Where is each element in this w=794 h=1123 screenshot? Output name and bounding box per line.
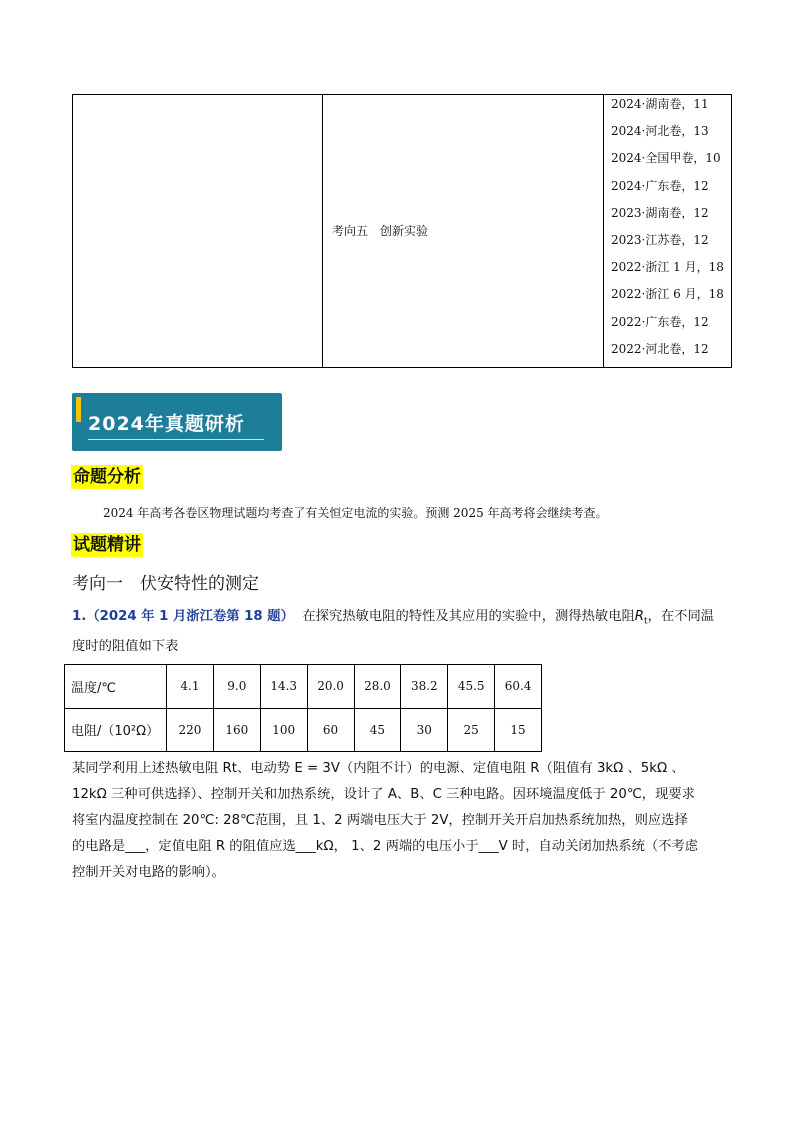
- question-body-line: 的电路是___，定值电阻 R 的阻值应选___kΩ， 1、2 两端的电压小于___V 时，自动关闭加热系统（不考虑: [72, 839, 699, 854]
- exam-item: 2023·湖南卷，12: [611, 205, 709, 220]
- exam-item: 2024·广东卷，12: [611, 178, 709, 193]
- analysis-label: 命题分析: [73, 467, 141, 487]
- temperature-cell: 4.1: [167, 665, 214, 709]
- direction-label: 考向五 创新实验: [323, 95, 604, 368]
- exam-reference-table: [72, 94, 732, 368]
- question-body-line: 控制开关对电路的影响）。: [72, 865, 225, 880]
- temperature-header: 温度/℃: [65, 665, 167, 709]
- exam-item: 2022·广东卷，12: [611, 314, 709, 329]
- question-source: （2024 年 1 月浙江卷第 18 题）: [86, 609, 294, 624]
- exam-list: [604, 95, 731, 367]
- resistance-cell: 15: [495, 708, 542, 752]
- question-body-line: 12kΩ 三种可供选择）、控制开关和加热系统，设计了 A、B、C 三种电路。因环境温度低于 20℃，现要求: [72, 787, 695, 802]
- section-banner: [72, 393, 282, 451]
- exam-list-cell: [604, 95, 732, 368]
- temperature-cell: 45.5: [448, 665, 495, 709]
- analysis-text: 2024 年高考各卷区物理试题均考查了有关恒定电流的实验。预测 2025 年高考将会继续考查。: [103, 506, 608, 520]
- banner-accent-bar: [76, 397, 81, 422]
- question-text-1b: ，在不同温: [647, 609, 715, 624]
- resistance-cell: 220: [167, 708, 214, 752]
- question-line-2: 度时的阻值如下表: [72, 639, 179, 654]
- resistor-symbol: R: [634, 609, 645, 624]
- direction-heading: 考向一 伏安特性的测定: [72, 574, 259, 594]
- thermistor-data-table: [64, 664, 542, 752]
- resistance-cell: 100: [260, 708, 307, 752]
- question-text-1a: 在探究热敏电阻的特性及其应用的实验中，测得热敏电阻: [302, 609, 635, 624]
- resistance-cell: 25: [448, 708, 495, 752]
- temperature-cell: 38.2: [401, 665, 448, 709]
- banner-underline: [88, 439, 264, 440]
- exam-item: 2024·河北卷，13: [611, 124, 709, 139]
- resistance-cell: 60: [307, 708, 354, 752]
- banner-title: 2024年真题研析: [88, 413, 245, 435]
- exam-item: 2024·全国甲卷，10: [611, 151, 721, 166]
- resistance-row: [65, 708, 542, 752]
- resistance-cell: 160: [213, 708, 260, 752]
- exam-item: 2023·江苏卷，12: [611, 232, 709, 247]
- resistance-cell: 30: [401, 708, 448, 752]
- temperature-cell: 20.0: [307, 665, 354, 709]
- question-body: [72, 756, 742, 886]
- question-body-line: 某同学利用上述热敏电阻 Rt、电动势 E = 3V（内阻不计）的电源、定值电阻 R（阻值有 3kΩ 、5kΩ 、: [72, 761, 685, 776]
- exam-item: 2022·河北卷，12: [611, 341, 709, 356]
- exam-item: 2022·浙江 6 月，18: [611, 287, 724, 302]
- resistance-cell: 45: [354, 708, 401, 752]
- temperature-cell: 14.3: [260, 665, 307, 709]
- resistance-header: 电阻/（10²Ω）: [65, 708, 167, 752]
- temperature-cell: 60.4: [495, 665, 542, 709]
- lecture-label: 试题精讲: [73, 535, 141, 555]
- temperature-row: [65, 665, 542, 709]
- exam-item: 2022·浙江 1 月，18: [611, 260, 724, 275]
- exam-item: 2024·湖南卷，11: [611, 97, 709, 111]
- temperature-cell: 9.0: [213, 665, 260, 709]
- question-body-line: 将室内温度控制在 20℃: 28℃范围，且 1、2 两端电压大于 2V，控制开关开启加热系统加热，则应选择: [72, 813, 688, 828]
- question-number: 1.: [72, 609, 87, 624]
- empty-cell: [73, 95, 323, 368]
- resistor-subscript: t: [644, 616, 648, 627]
- question-line-1: [72, 604, 732, 635]
- temperature-cell: 28.0: [354, 665, 401, 709]
